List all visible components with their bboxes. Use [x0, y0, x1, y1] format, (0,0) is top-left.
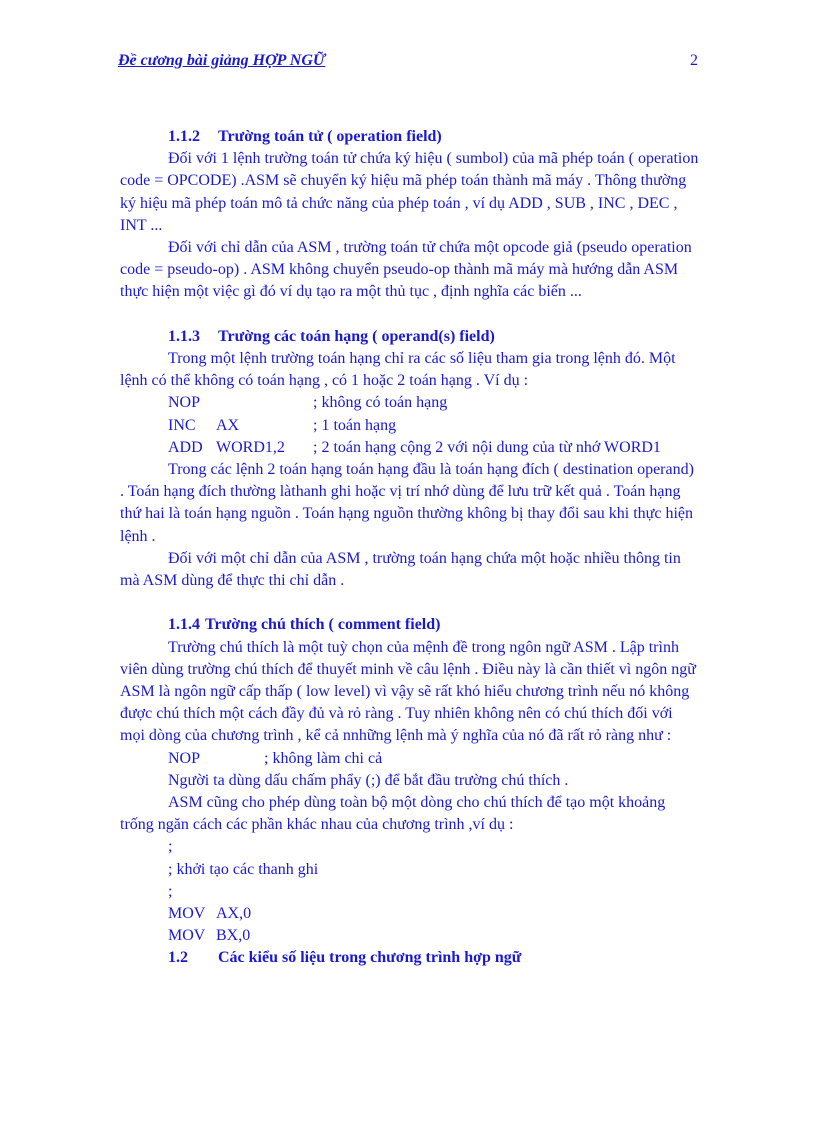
code-example-line	[120, 925, 700, 947]
paragraph: Trong các lệnh 2 toán hạng toán hạng đầu là toán hạng đích ( destination operand) . Toán hạng đích thường làthanh ghi hoặc vị trí nhớ dùng để lưu trữ kết quả . Toán hạng thứ hai là toán hạng nguồn . Toán hạng nguồn thường không bị thay đổi sau khi thực hiện lệnh .	[120, 461, 694, 545]
code-example-line	[120, 748, 700, 770]
code-comment: ; 1 toán hạng	[313, 416, 397, 434]
code-line: ;	[168, 838, 173, 856]
section-heading-1-2	[120, 947, 700, 969]
code-op: NOP	[168, 749, 201, 767]
section-title: Trường chú thích ( comment field)	[205, 616, 441, 634]
paragraph: Đối với 1 lệnh trường toán tử chứa ký hiệu ( sumbol) của mã phép toán ( operation code = OPCODE) .ASM sẽ chuyển ký hiệu mã phép toán thành mã máy . Thông thường ký hiệu mã phép toán mô tả chức năng của phép toán , ví dụ ADD , SUB , INC , DEC , INT ...	[120, 150, 699, 234]
section-heading-1-1-2	[120, 126, 700, 148]
code-op: INC	[168, 416, 196, 434]
section-number: 1.1.4	[168, 616, 200, 634]
code-op: MOV	[168, 927, 206, 945]
section-number: 1.1.3	[168, 327, 200, 345]
paragraph: Trong một lệnh trường toán hạng chỉ ra các số liệu tham gia trong lệnh đó. Một lệnh có thể không có toán hạng , có 1 hoặc 2 toán hạng . Ví dụ :	[120, 350, 676, 390]
paragraph: Đối với chỉ dẫn của ASM , trường toán tử chứa một opcode giả (pseudo operation code = pseudo-op) . ASM không chuyển pseudo-op thành mã máy mà hướng dẫn ASM thực hiện một việc gì đó ví dụ tạo ra một thủ tục , định nghĩa các biến ...	[120, 239, 692, 301]
code-op: ADD	[168, 438, 203, 456]
document-title: Đề cương bài giảng HỢP NGỮ	[118, 52, 326, 69]
section-title: Trường toán tử ( operation field)	[218, 128, 442, 145]
code-example-line	[120, 392, 700, 414]
code-op: NOP	[168, 394, 201, 412]
code-example-line	[120, 903, 700, 925]
code-op: MOV	[168, 905, 206, 923]
code-operand: AX	[216, 416, 240, 434]
code-comment: ; 2 toán hạng cộng 2 với nội dung của từ nhớ WORD1	[313, 438, 661, 456]
code-example-line	[120, 437, 700, 459]
code-operand: BX,0	[216, 927, 251, 945]
section-number: 1.1.2	[168, 128, 200, 145]
code-operand: WORD1,2	[216, 438, 285, 456]
code-operand: AX,0	[216, 905, 252, 923]
paragraph: ASM cũng cho phép dùng toàn bộ một dòng cho chú thích để tạo một khoảng trống ngăn cách các phần khác nhau của chương trình ,ví dụ :	[120, 794, 666, 834]
page-content	[120, 126, 700, 970]
code-comment: ; không làm chi cả	[264, 749, 383, 767]
section-title: Các kiểu số liệu trong chương trình hợp ngữ	[218, 949, 522, 967]
paragraph: Trường chú thích là một tuỳ chọn của mệnh đề trong ngôn ngữ ASM . Lập trình viên dùng trường chú thích để thuyết minh về câu lệnh . Điều này là cần thiết vì ngôn ngữ ASM là ngôn ngữ cấp thấp ( low level) vì vậy sẽ rất khó hiểu chương trình nếu nó không được chú thích một cách đầy đủ và rỏ ràng . Tuy nhiên không nên có chú thích đối với mọi dòng của chương trình , kể cả nnhững lệnh mà ý nghĩa của nó đã rất rỏ ràng như :	[120, 638, 696, 745]
page-number: 2	[690, 52, 698, 69]
code-line: ;	[168, 882, 173, 900]
section-number: 1.2	[168, 949, 188, 967]
section-heading-1-1-4	[120, 614, 700, 636]
section-title: Trường các toán hạng ( operand(s) field)	[218, 327, 495, 345]
code-line: ; khởi tạo các thanh ghi	[168, 860, 319, 878]
code-comment: ; không có toán hạng	[313, 394, 448, 412]
paragraph: Người ta dùng dấu chấm phẩy (;) để bắt đầu trường chú thích .	[168, 771, 569, 789]
paragraph: Đối với một chỉ dẫn của ASM , trường toán hạng chứa một hoặc nhiều thông tin mà ASM dùng để thực thi chỉ dẫn .	[120, 549, 681, 590]
page-header	[118, 52, 698, 76]
section-heading-1-1-3	[120, 326, 700, 348]
code-example-line	[120, 415, 700, 437]
